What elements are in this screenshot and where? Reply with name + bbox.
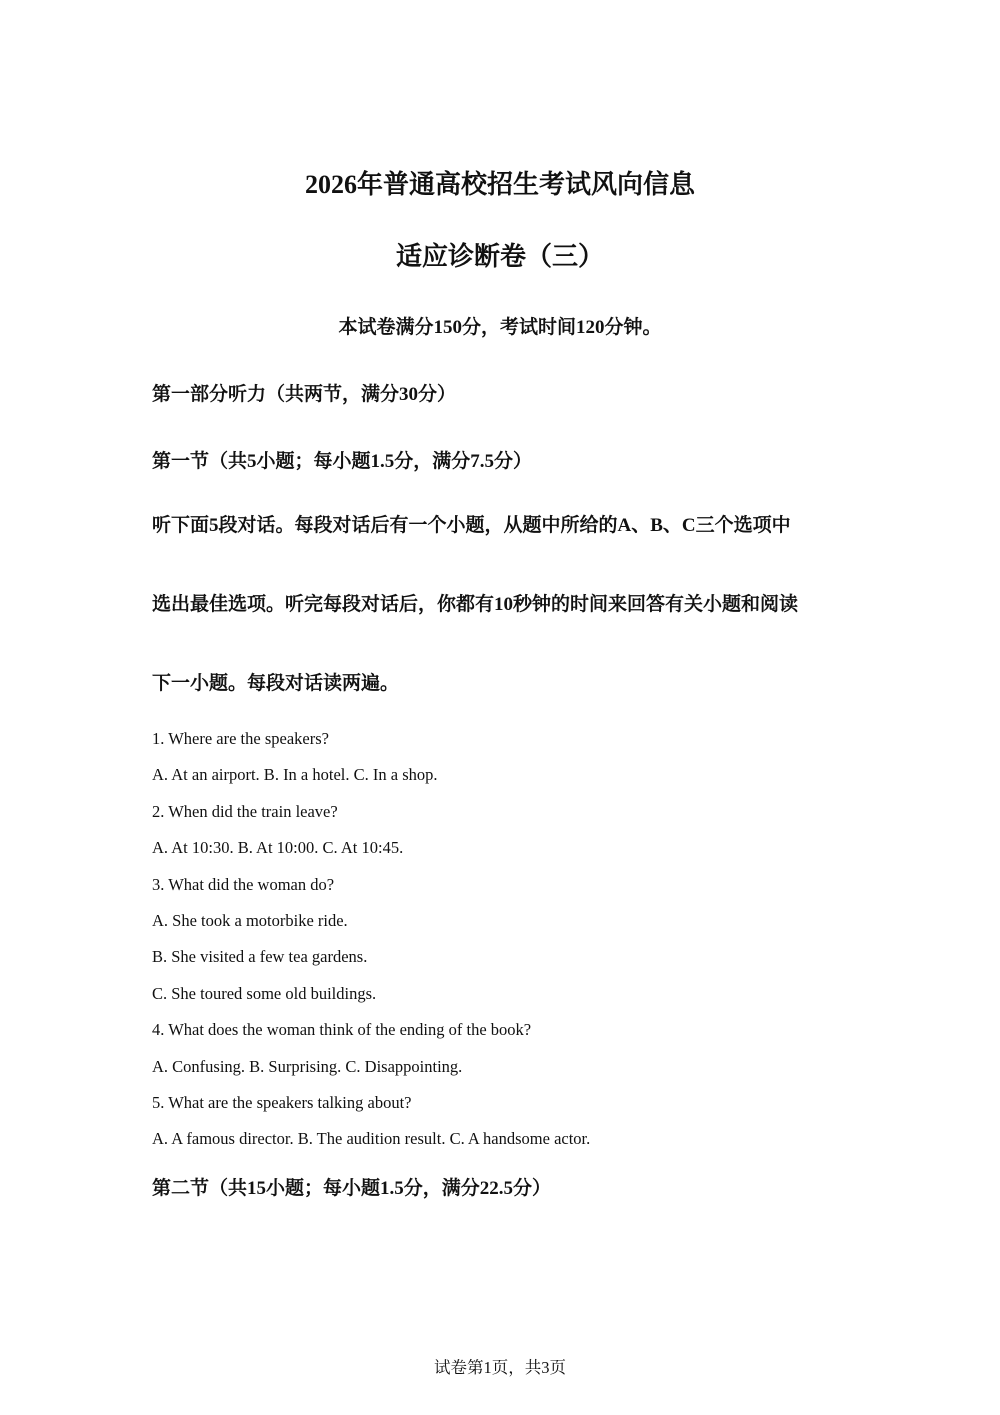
question-line: B. She visited a few tea gardens.	[152, 947, 368, 967]
exam-title: 2026年普通高校招生考试风向信息	[304, 170, 695, 199]
question-line: 4. What does the woman think of the ending of the book?	[152, 1020, 532, 1040]
instruction-line: 选出最佳选项。听完每段对话后，你都有10秒钟的时间来回答有关小题和阅读	[152, 594, 799, 615]
section2-heading: 第二节（共15小题；每小题1.5分，满分22.5分）	[152, 1178, 552, 1199]
instruction-line: 听下面5段对话。每段对话后有一个小题，从题中所给的A、B、C三个选项中	[152, 515, 791, 536]
section1-heading: 第一节（共5小题；每小题1.5分，满分7.5分）	[152, 451, 533, 472]
part1-heading: 第一部分听力（共两节，满分30分）	[152, 384, 457, 405]
question-line: 5. What are the speakers talking about?	[152, 1092, 412, 1112]
question-line: A. At 10:30. B. At 10:00. C. At 10:45.	[152, 838, 404, 858]
question-line: 2. When did the train leave?	[152, 801, 338, 821]
instruction-line: 下一小题。每段对话读两遍。	[152, 673, 400, 694]
question-line: C. She toured some old buildings.	[152, 983, 377, 1003]
question-list	[152, 727, 852, 1164]
exam-note: 本试卷满分150分，考试时间120分钟。	[338, 317, 662, 338]
page-footer: 试卷第1页，共3页	[434, 1358, 566, 1377]
exam-subtitle: 适应诊断卷（三）	[395, 242, 604, 271]
question-line: A. She took a motorbike ride.	[152, 910, 348, 930]
listening-instructions	[152, 513, 852, 750]
question-line: 1. Where are the speakers?	[152, 729, 329, 748]
question-line: A. Confusing. B. Surprising. C. Disappointing.	[152, 1056, 463, 1076]
question-line: A. At an airport. B. In a hotel. C. In a shop.	[152, 765, 438, 785]
question-line: A. A famous director. B. The audition result. C. A handsome actor.	[152, 1129, 591, 1149]
question-line: 3. What did the woman do?	[152, 874, 335, 894]
